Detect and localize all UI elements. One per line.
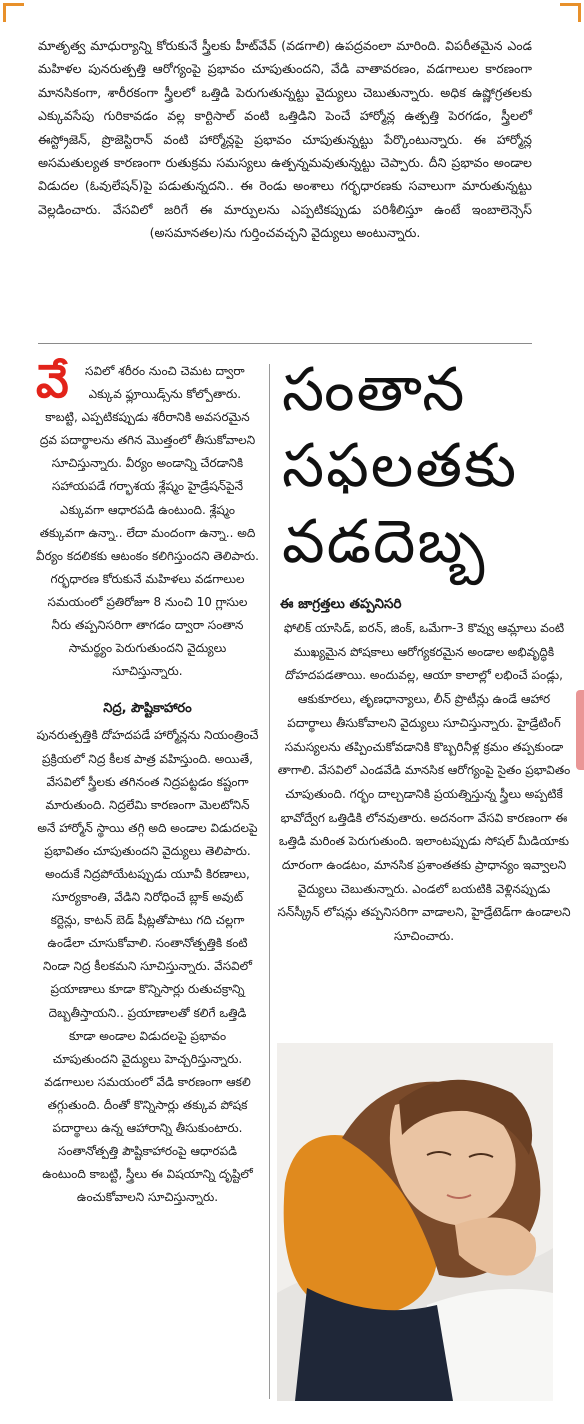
edge-accent xyxy=(576,690,584,770)
corner-mark-top-left xyxy=(3,3,24,22)
corner-mark-top-right xyxy=(560,3,581,22)
subheading-sleep-nutrition: నిద్ర, పౌష్టికాహారం xyxy=(103,701,192,717)
left-paragraph-1-text: సవిలో శరీరం నుంచి చెమట ద్వారా ఎక్కువ ఫ్లూయిడ్స్‌ను కోల్పోతారు. కాబట్టి, ఎప్పటికప్పుడు శరీరానికి అవసరమైన ద్రవ పదార్థాలను తగిన మొత్తంలో తీసుకోవాలని సూచిస్తున్నారు. వీర్యం అండాన్ని చేరడానికి సహాయపడే గర్భాశయ శ్లేష్మం హైడ్రేషన్‌పైనే ఎక్కువగా ఆధారపడి ఉంటుంది. శ్లేష్మం తక్కువగా ఉన్నా.. లేదా మందంగా ఉన్నా.. అది వీర్యం కదలికకు ఆటంకం కలిగిస్తుందని తెలిపారు. గర్భధారణ కోరుకునే మహిళలు వడగాలుల సమయంలో ప్రతిరోజూ 8 నుంచి 10 గ్లాసుల నీరు తప్పనిసరిగా తాగడం ద్వారా సంతాన సామర్థ్యం పెరుగుతుందని వైద్యులు సూచిస్తున్నారు. xyxy=(36,364,259,679)
tips-body: ఫోలిక్ యాసిడ్, ఐరన్, జింక్, ఒమేగా-3 కొవ్వు ఆమ్లాలు వంటి ముఖ్యమైన పోషకాలు ఆరోగ్యకరమైన అండాల అభివృద్ధికి దోహదపడతాయి. అందువల్ల, ఆయా కాలాల్లో లభించే పండ్లు, ఆకుకూరలు, తృణధాన్యాలు, లీన్ ప్రొటీన్లు ఉండే ఆహార పదార్థాలు తీసుకోవాలని వైద్యులు సూచిస్తున్నారు. హైడ్రేటింగ్ సమస్యలను తప్పించుకోవడానికి కొబ్బరినీళ్ల క్రమం తప్పకుండా తాగాలి. వేసవిలో ఎండవేడి మానసిక ఆరోగ్యంపై సైతం ప్రభావితం చూపుతుంది. గర్భం దాల్చడానికి ప్రయత్నిస్తున్న స్త్రీలు అప్పటికే భావోద్వేగ ఒత్తిడికి లోనవుతారు. అదనంగా వేసవి కారణంగా ఈ ఒత్తిడి మరింత పెరుగుతుంది. ఇలాంటప్పుడు సోషల్ మీడియాకు దూరంగా ఉండటం, మానసిక ప్రశాంతతకు ప్రాధాన్యం ఇవ్వాలని వైద్యులు చెబుతున్నారు. ఎండలో బయటికి వెళ్లినప్పుడు సన్‌స్క్రీన్ లోషన్లు తప్పనిసరిగా వాడాలని, హైడ్రేటెడ్‌గా ఉండాలని సూచించారు. xyxy=(277,621,571,944)
left-paragraph-1 xyxy=(36,354,259,683)
column-divider xyxy=(269,364,270,1399)
left-column xyxy=(36,354,259,1209)
left-paragraph-2: పునరుత్పత్తికి దోహదపడే హార్మోన్లను నియంత్రించే ప్రక్రియలో నిద్ర కీలక పాత్ర వహిస్తుంది. అయితే, వేసవిలో స్త్రీలకు తగినంత నిద్రపట్టడం కష్టంగా మారుతుంది. నిద్రలేమి కారణంగా మెలటోనిన్ అనే హార్మోన్ స్థాయి తగ్గి అది అండాల విడుదలపై ప్రభావితం చూపుతుందని వైద్యులు తెలిపారు. అందుకే నిద్రపోయేటప్పుడు యూవీ కిరణాలు, సూర్యకాంతి, వేడిని నిరోధించే బ్లాక్ అవుట్ కర్టెన్లు, కాటన్ బెడ్ షీట్లతోపాటు గది చల్లగా ఉండేలా చూసుకోవాలి. సంతానోత్పత్తికి కంటి నిండా నిద్ర కీలకమని సూచిస్తున్నారు. వేసవిలో ప్రయాణాలు కూడా కొన్నిసార్లు రుతుచక్రాన్ని దెబ్బతీస్తాయని.. ప్రయాణాలతో కలిగే ఒత్తిడి కూడా అండాల విడుదలపై ప్రభావం చూపుతుందని వైద్యులు హెచ్చరిస్తున్నారు. వడగాలుల సమయంలో వేడి కారణంగా ఆకలి తగ్గుతుంది. దీంతో కొన్నిసార్లు తక్కువ పోషక పదార్థాలు ఉన్న ఆహారాన్ని తీసుకుంటారు. సంతానోత్పత్తి పౌష్టికాహారంపై ఆధారపడి ఉంటుంది కాబట్టి, స్త్రీలు ఈ విషయాన్ని దృష్టిలో ఉంచుకోవాలని సూచిస్తున్నారు. xyxy=(36,728,259,1205)
drop-cap: వే xyxy=(36,354,69,408)
tips-heading: ఈ జాగ్రత్తలు తప్పనిసరి xyxy=(280,596,402,612)
headline xyxy=(282,352,578,580)
section-divider xyxy=(38,343,532,344)
headline-line-3: వడదెబ్బ xyxy=(282,507,487,577)
intro-paragraph: మాతృత్వ మాధుర్యాన్ని కోరుకునే స్త్రీలకు హీట్‌వేవ్ (వడగాలి) ఉపద్రవంలా మారింది. విపరీతమైన ఎండ మహిళల పునరుత్పత్తి ఆరోగ్యంపై ప్రభావం చూపుతుందని, వేడి వాతావరణం, వడగాలుల కారణంగా మానసికంగా, శారీరకంగా స్త్రీలలో ఒత్తిడి పెరుగుతున్నట్టు వైద్యులు చెబుతున్నారు. అధిక ఉష్ణోగ్రతలకు ఎక్కువసేపు గురికావడం వల్ల కార్టిసాల్ వంటి ఒత్తిడిని పెంచే హార్మోన్ల ఉత్పత్తి పెరగడం, స్త్రీలలో ఈస్ట్రోజెన్, ప్రొజెస్టిరాన్ వంటి హార్మోన్లపై ప్రభావం చూపుతున్నట్టు పేర్కొంటున్నారు. ఈ హార్మోన్ల అసమతుల్యత కారణంగా రుతుక్రమ సమస్యలు ఉత్పన్నమవుతున్నట్టు చెప్పారు. దీని ప్రభావం అండాల విడుదల (ఓవులేషన్)పై పడుతున్నదని.. ఈ రెండు అంశాలు గర్భధారణకు సవాలుగా మారుతున్నట్టు వెల్లడించారు. వేసవిలో జరిగే ఈ మార్పులను ఎప్పటికప్పుడు పరిశీలిస్తూ ఉంటే ఇంబాలెన్సెస్ (అసమానతల)ను గుర్తించవచ్చని వైద్యులు అంటున్నారు. xyxy=(38,38,532,241)
woman-resting-illustration xyxy=(277,1043,553,1401)
headline-line-2: సఫలతకు xyxy=(282,431,519,501)
woman-resting-photo xyxy=(277,1043,553,1401)
headline-line-1: సంతాన xyxy=(282,355,467,425)
